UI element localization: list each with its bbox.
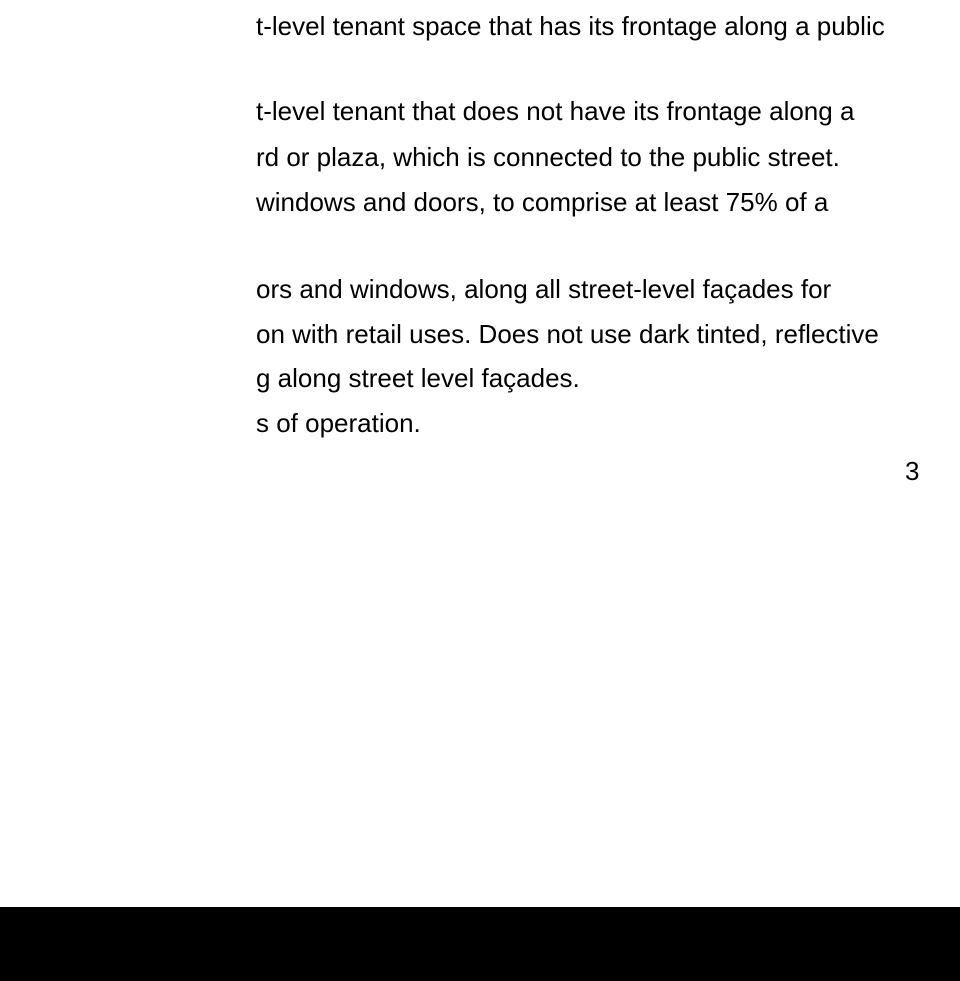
text-line: ors and windows, along all street-level façades for bbox=[256, 274, 832, 304]
text-line: windows and doors, to comprise at least 75% of a bbox=[256, 187, 829, 217]
text-line: on with retail uses. Does not use dark tinted, reflective bbox=[256, 319, 879, 349]
text-line: rd or plaza, which is connected to the public street. bbox=[256, 142, 840, 172]
scan-border-bar bbox=[0, 907, 960, 981]
page-number: 3 bbox=[905, 456, 920, 486]
text-line: t-level tenant space that has its frontage along a public bbox=[256, 11, 885, 41]
text-line: s of operation. bbox=[256, 408, 421, 438]
text-line: t-level tenant that does not have its frontage along a bbox=[256, 96, 855, 126]
text-line: g along street level façades. bbox=[256, 363, 580, 393]
